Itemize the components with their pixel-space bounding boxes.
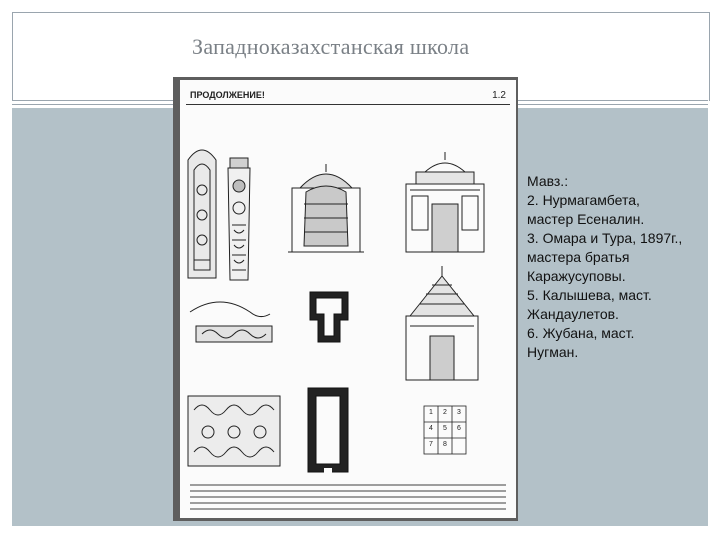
ornament-band-drawing: [188, 396, 280, 466]
mausoleum-facade-drawing: [406, 152, 484, 252]
description-line: Жандаулетов.: [527, 306, 619, 322]
sheet-caption-text: [190, 480, 506, 510]
grid-number: 5: [443, 425, 447, 432]
sheet-page-number: 1.2: [492, 90, 506, 101]
mausoleum-plan-2-drawing: [308, 388, 348, 474]
slide-title: Западноказахстанская школа: [192, 34, 470, 59]
description-line: 5. Калышева, маст.: [527, 287, 652, 303]
description-line: 3. Омара и Тура, 1897г.,: [527, 230, 683, 246]
sheet-header: ПРОДОЛЖЕНИЕ!: [190, 90, 265, 100]
description-line: Каражусуповы.: [527, 268, 626, 284]
grid-number: 4: [429, 425, 433, 432]
grid-number: 2: [443, 409, 447, 416]
conical-dome-mausoleum-drawing: [406, 266, 478, 380]
grid-number: 8: [443, 441, 447, 448]
description-line: Нугман.: [527, 344, 579, 360]
description-line: Мавз.:: [527, 173, 569, 189]
description-line: 6. Жубана, маст.: [527, 325, 635, 341]
key-grid-numbers: [424, 406, 466, 454]
carved-ornament-drawing: [190, 302, 272, 342]
ornamental-column-drawing: [228, 158, 250, 280]
description-line: мастера братья: [527, 249, 630, 265]
grid-number: 7: [429, 441, 433, 448]
description-line: мастер Есеналин.: [527, 211, 645, 227]
description-text: [527, 172, 707, 362]
mausoleum-plan-drawing: [310, 292, 348, 342]
grid-number: 6: [457, 425, 461, 432]
grid-number: 1: [429, 409, 433, 416]
grid-number: 3: [457, 409, 461, 416]
description-line: 2. Нурмагамбета,: [527, 192, 640, 208]
mausoleum-section-drawing: [288, 164, 364, 252]
architectural-drawings-sheet: [180, 80, 516, 518]
ornament-panel-drawing: [188, 150, 216, 278]
